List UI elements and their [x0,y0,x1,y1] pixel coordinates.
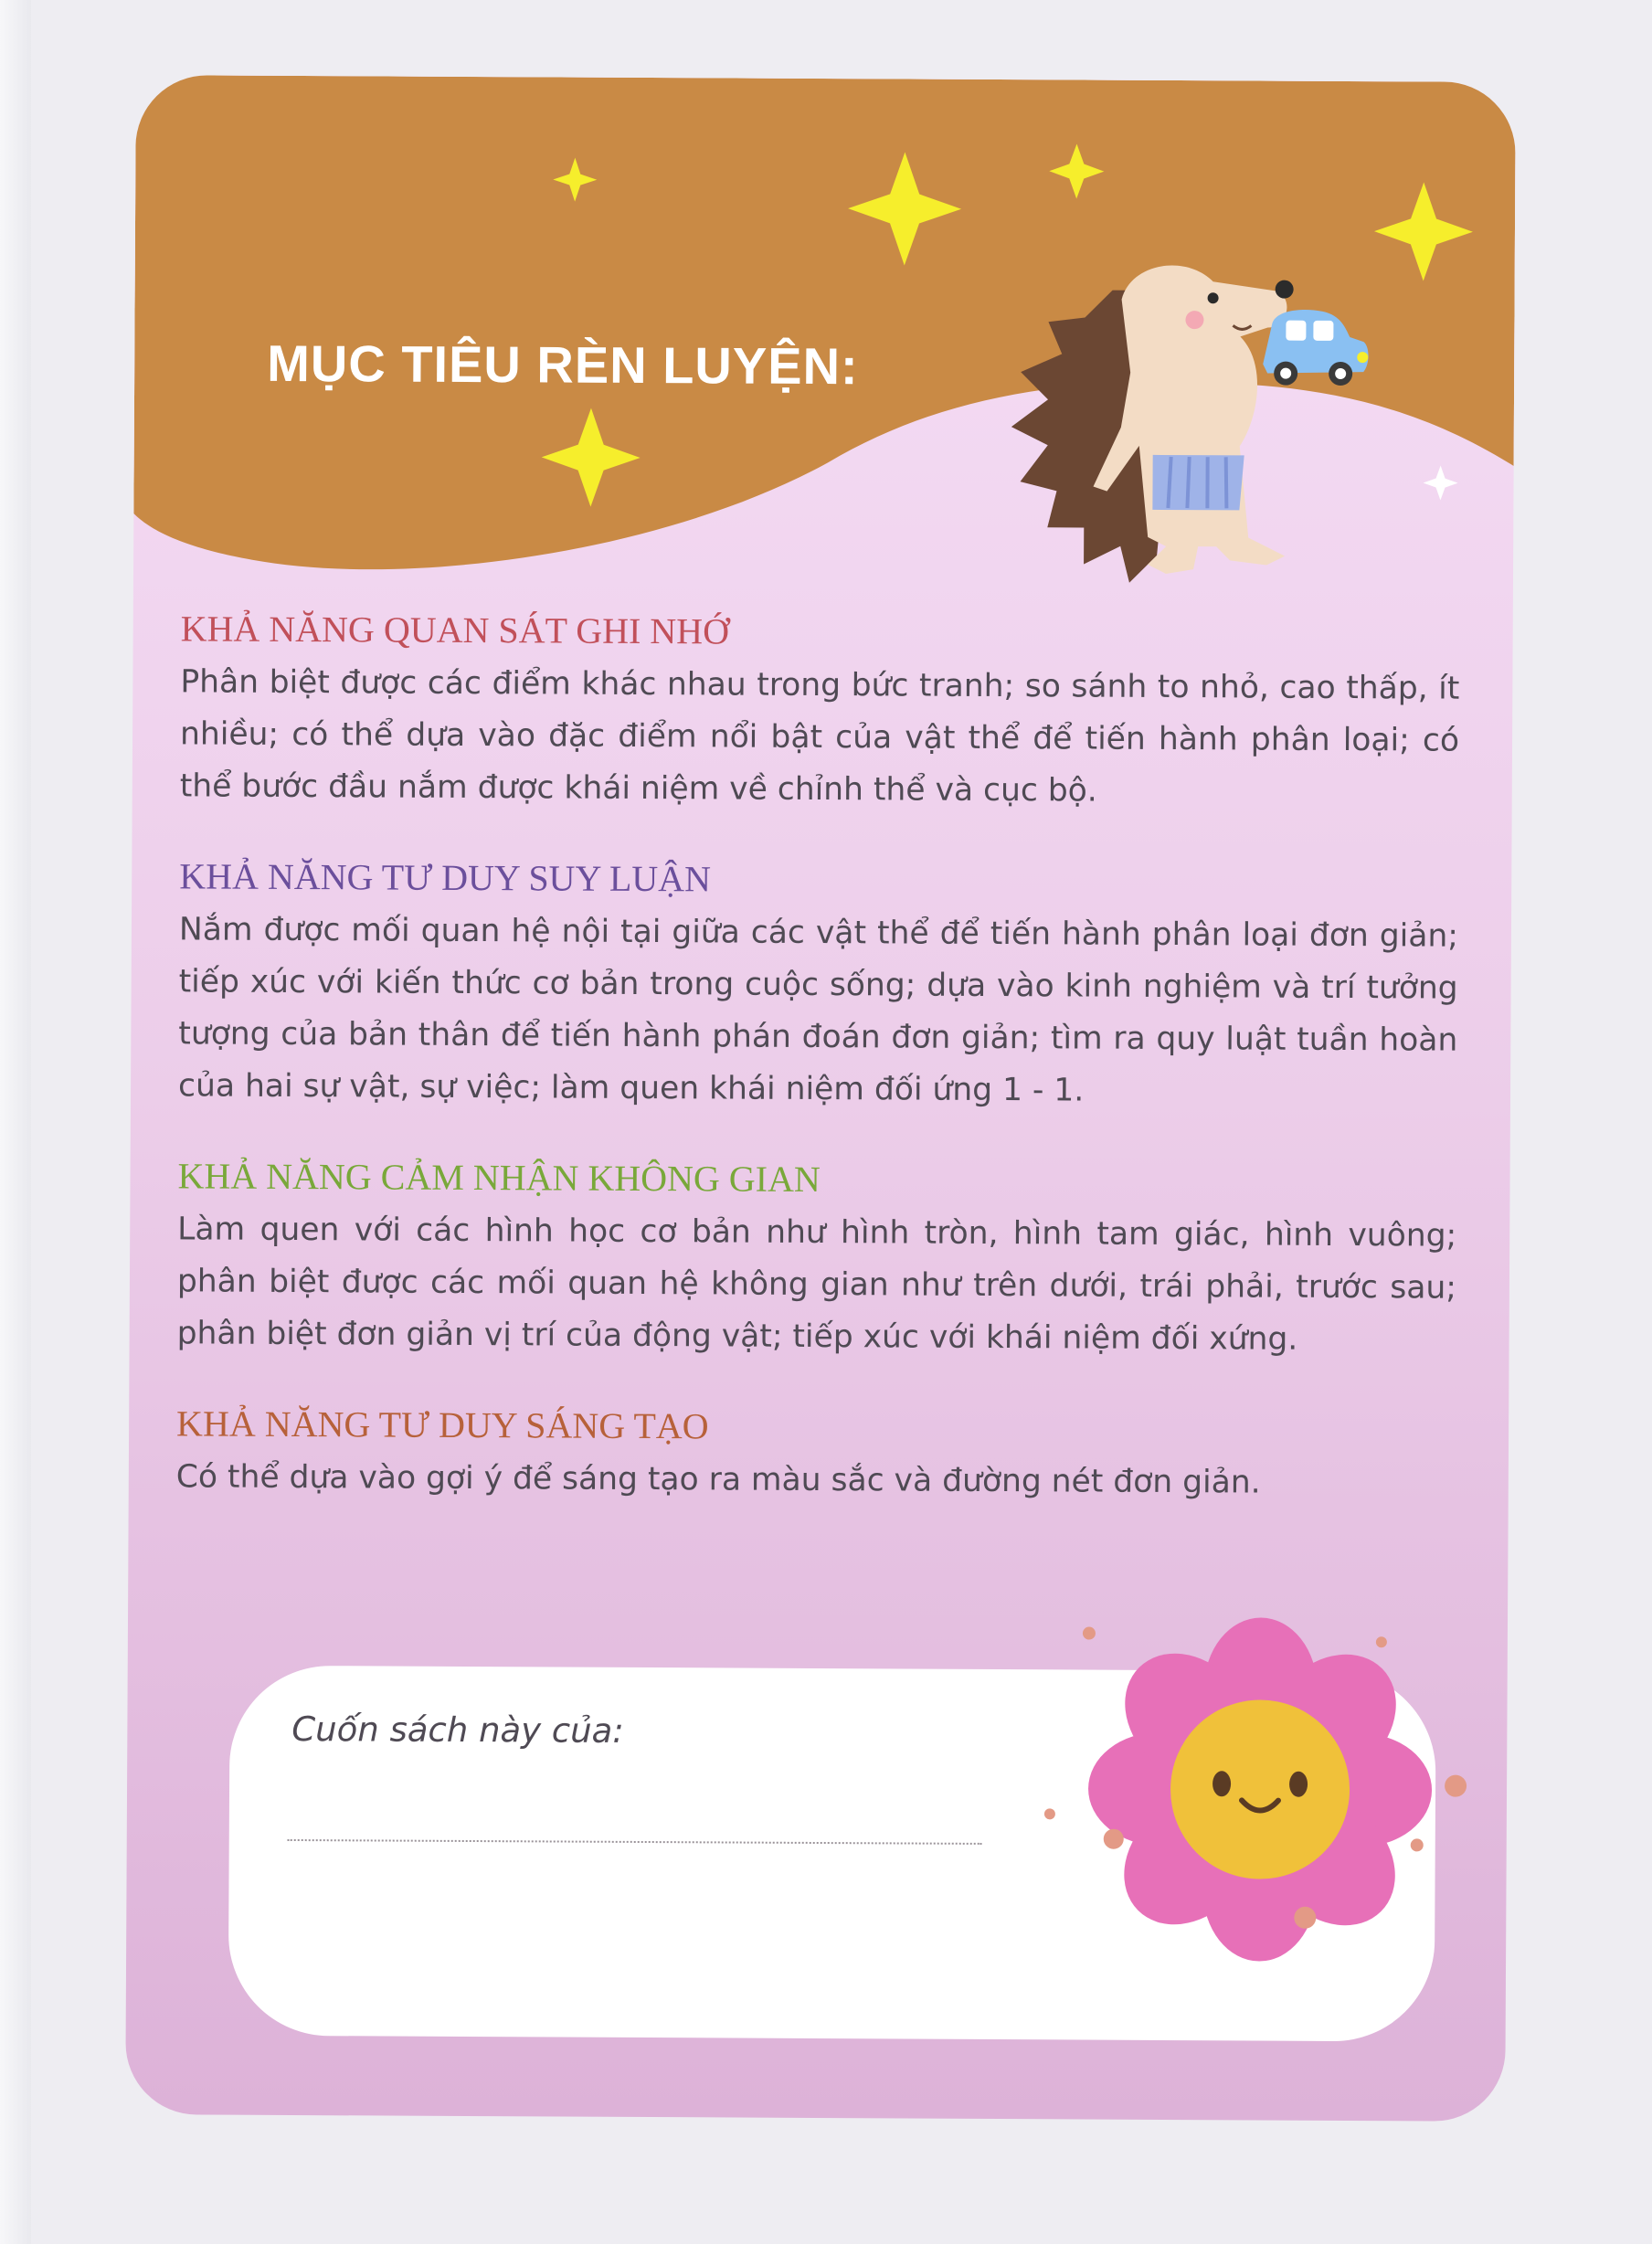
flower-illustration [1040,1578,1480,2001]
skill-title: KHẢ NĂNG CẢM NHẬN KHÔNG GIAN [177,1155,821,1201]
skill-description: Phân biệt được các điểm khác nhau trong bức tranh; so sánh to nhỏ, cao thấp, ít nhiều; có thể dựa vào đặc điểm nổi bật của vật thể để tiến hành phân loại; có thể bước đầu nắm được khái niệm về chỉnh thể và cục bộ. [179,663,1460,810]
owner-name-line[interactable] [288,1839,982,1845]
skill-description: Làm quen với các hình học cơ bản như hình tròn, hình tam giác, hình vuông; phân biệt được các mối quan hệ không gian như trên dưới, trái phải, trước sau; phân biệt đơn giản vị trí của động vật; tiếp xúc với khái niệm đối xứng. [176,1211,1457,1358]
skill-section-observation [180,605,1460,819]
page-title: MỤC TIÊU RÈN LUYỆN: [267,333,859,396]
owner-label: Cuốn sách này của: [291,1709,624,1751]
skill-title: KHẢ NĂNG QUAN SÁT GHI NHỚ [180,608,730,652]
objectives-card [125,75,1516,2122]
skill-section-reasoning [178,852,1458,1118]
toy-car-icon [1263,310,1369,386]
page-edge [0,0,31,2244]
hedgehog-illustration [991,235,1450,667]
skill-section-spatial [176,1152,1456,1366]
skills-list [175,605,1459,1550]
skill-section-creative [176,1400,1456,1509]
skill-title: KHẢ NĂNG TƯ DUY SUY LUẬN [179,855,712,900]
skill-title: KHẢ NĂNG TƯ DUY SÁNG TẠO [176,1402,709,1447]
skill-description: Có thể dựa vào gợi ý để sáng tạo ra màu sắc và đường nét đơn giản. [175,1458,1261,1501]
skill-description: Nắm được mối quan hệ nội tại giữa các vật thể để tiến hành phân loại đơn giản; tiếp xúc với kiến thức cơ bản trong cuộc sống; dựa vào kinh nghiệm và trí tưởng tượng của bản thân để tiến hành phán đoán đơn giản; tìm ra quy luật tuần hoàn của hai sự vật, sự việc; làm quen khái niệm đối ứng 1 - 1. [177,911,1459,1109]
